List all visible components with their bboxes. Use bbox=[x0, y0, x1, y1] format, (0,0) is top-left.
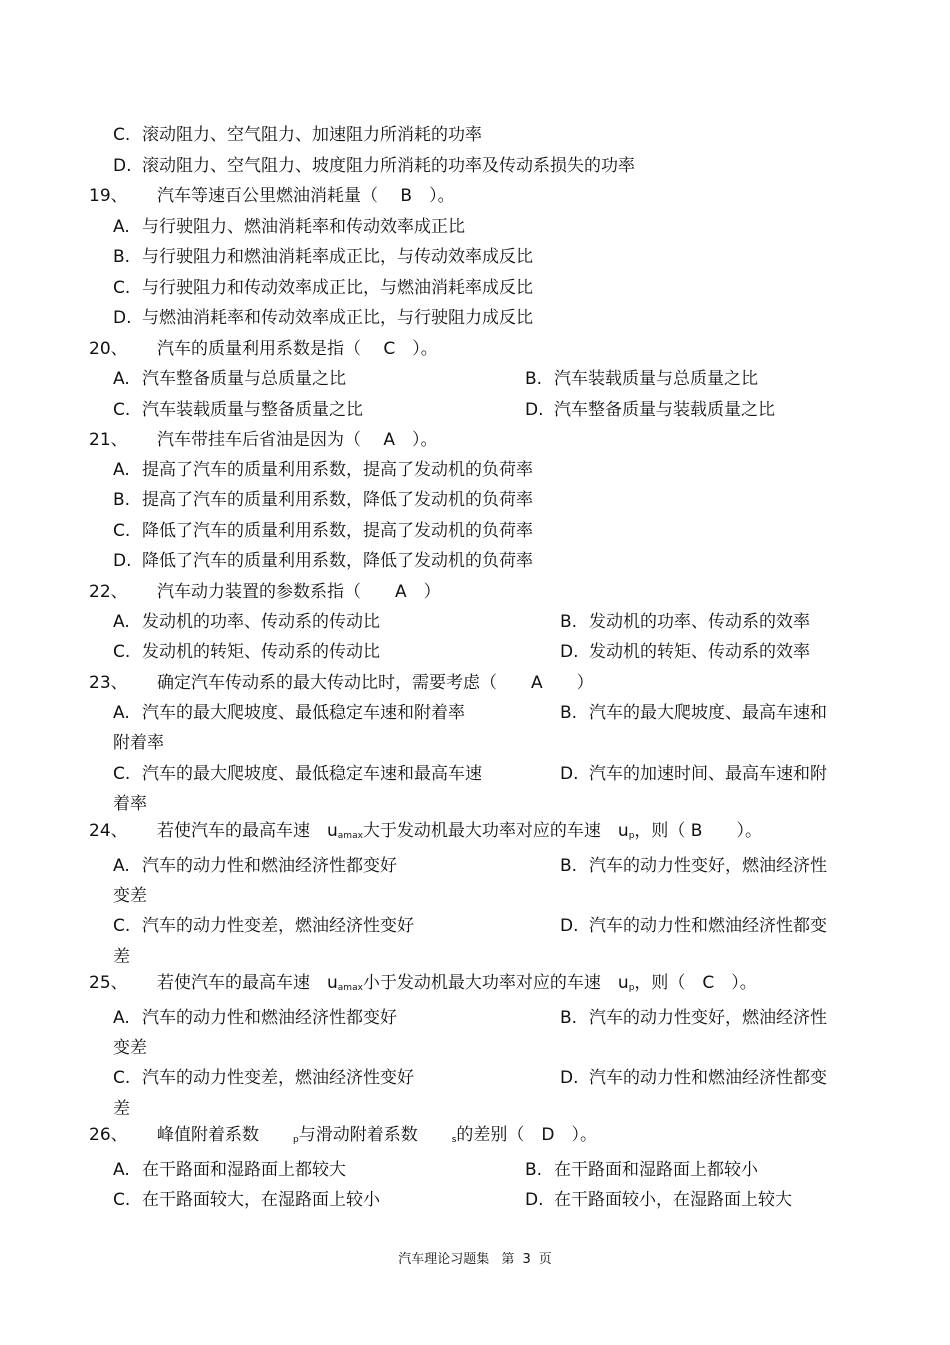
option-23-a: A. 汽车的最大爬坡度、最低稳定车速和附着率 bbox=[113, 703, 465, 723]
footer-page-number: 3 bbox=[522, 1252, 531, 1267]
option-22-c: C. 发动机的转矩、传动系的传动比 bbox=[113, 642, 380, 662]
option-26-d: D. 在干路面较小，在湿路面上较大 bbox=[525, 1190, 792, 1210]
option-19-b: B. 与行驶阻力和燃油消耗率成正比，与传动效率成反比 bbox=[113, 247, 533, 267]
option-24-b-continued: 变差 bbox=[113, 886, 147, 906]
question-25: 25、 若使汽车的最高车速 $u_{amax}$小于发动机最大功率对应的车速 $u_p$，则（ C ）。 bbox=[89, 973, 757, 993]
option-21-b: B. 提高了汽车的质量利用系数，降低了发动机的负荷率 bbox=[113, 490, 533, 510]
option-25-d-continued: 差 bbox=[113, 1099, 130, 1119]
option-25-b-continued: 变差 bbox=[113, 1038, 147, 1058]
footer-page-suffix: 页 bbox=[538, 1252, 552, 1267]
option-23-b-continued: 附着率 bbox=[113, 733, 164, 753]
option-21-d: D. 降低了汽车的质量利用系数，降低了发动机的负荷率 bbox=[113, 551, 533, 571]
option-26-c: C. 在干路面较大，在湿路面上较小 bbox=[113, 1190, 380, 1210]
option-23-b: B. 汽车的最大爬坡度、最高车速和 bbox=[560, 703, 827, 723]
option-21-c: C. 降低了汽车的质量利用系数，提高了发动机的负荷率 bbox=[113, 521, 533, 541]
option-23-d-continued: 着率 bbox=[113, 794, 147, 814]
option-21-a: A. 提高了汽车的质量利用系数，提高了发动机的负荷率 bbox=[113, 460, 533, 480]
option-25-b: B. 汽车的动力性变好，燃油经济性 bbox=[560, 1008, 827, 1028]
question-22: 22、 汽车动力装置的参数系指（ A ） bbox=[89, 582, 441, 602]
option-18-c: C. 滚动阻力、空气阻力、加速阻力所消耗的功率 bbox=[113, 125, 482, 145]
question-21: 21、 汽车带挂车后省油是因为（ A ）。 bbox=[89, 430, 438, 450]
option-19-c: C. 与行驶阻力和传动效率成正比，与燃油消耗率成反比 bbox=[113, 278, 533, 298]
option-25-a: A. 汽车的动力性和燃油经济性都变好 bbox=[113, 1008, 397, 1028]
option-24-c: C. 汽车的动力性变差，燃油经济性变好 bbox=[113, 916, 414, 936]
option-20-d: D. 汽车整备质量与装载质量之比 bbox=[525, 400, 775, 420]
option-23-d: D. 汽车的加速时间、最高车速和附 bbox=[560, 764, 827, 784]
option-19-d: D. 与燃油消耗率和传动效率成正比，与行驶阻力成反比 bbox=[113, 308, 533, 328]
footer-book-title: 汽车理论习题集 bbox=[398, 1252, 490, 1267]
option-18-d: D. 滚动阻力、空气阻力、坡度阻力所消耗的功率及传动系损失的功率 bbox=[113, 156, 635, 176]
footer-page-prefix: 第 bbox=[501, 1252, 515, 1267]
option-24-b: B. 汽车的动力性变好，燃油经济性 bbox=[560, 856, 827, 876]
option-23-c: C. 汽车的最大爬坡度、最低稳定车速和最高车速 bbox=[113, 764, 482, 784]
question-24: 24、 若使汽车的最高车速 $u_{amax}$大于发动机最大功率对应的车速 $u_p$，则（ B ）。 bbox=[89, 821, 762, 841]
question-19: 19、 汽车等速百公里燃油消耗量（ B ）。 bbox=[89, 186, 455, 206]
option-20-b: B. 汽车装载质量与总质量之比 bbox=[525, 369, 758, 389]
option-19-a: A. 与行驶阻力、燃油消耗率和传动效率成正比 bbox=[113, 217, 465, 237]
question-26: 26、 峰值附着系数 $_p$与滑动附着系数 $_s$的差别（ D ）。 bbox=[89, 1125, 598, 1145]
option-22-b: B. 发动机的功率、传动系的效率 bbox=[560, 612, 810, 632]
option-22-a: A. 发动机的功率、传动系的传动比 bbox=[113, 612, 380, 632]
option-25-c: C. 汽车的动力性变差，燃油经济性变好 bbox=[113, 1068, 414, 1088]
question-20: 20、 汽车的质量利用系数是指（ C ）。 bbox=[89, 339, 438, 359]
option-24-d: D. 汽车的动力性和燃油经济性都变 bbox=[560, 916, 827, 936]
option-20-c: C. 汽车装载质量与整备质量之比 bbox=[113, 400, 363, 420]
option-25-d: D. 汽车的动力性和燃油经济性都变 bbox=[560, 1068, 827, 1088]
option-26-b: B. 在干路面和湿路面上都较小 bbox=[525, 1160, 758, 1180]
question-23: 23、 确定汽车传动系的最大传动比时，需要考虑（ A ） bbox=[89, 673, 594, 693]
option-22-d: D. 发动机的转矩、传动系的效率 bbox=[560, 642, 810, 662]
option-20-a: A. 汽车整备质量与总质量之比 bbox=[113, 369, 346, 389]
page-footer bbox=[0, 1248, 950, 1267]
option-24-a: A. 汽车的动力性和燃油经济性都变好 bbox=[113, 856, 397, 876]
option-26-a: A. 在干路面和湿路面上都较大 bbox=[113, 1160, 346, 1180]
option-24-d-continued: 差 bbox=[113, 947, 130, 967]
